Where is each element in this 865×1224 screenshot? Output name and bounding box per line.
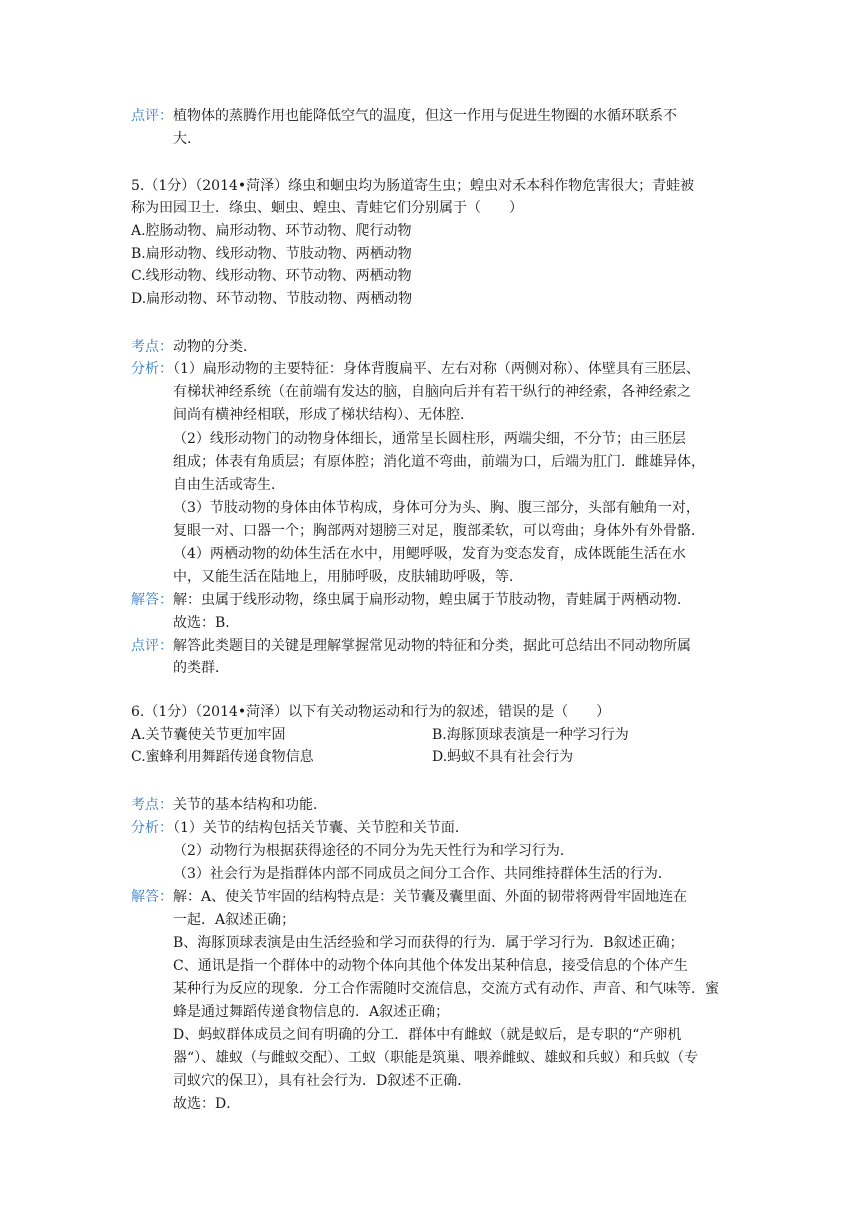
jieda-text: 蜂是通过舞蹈传递食物信息的．A叙述正确； (173, 1004, 450, 1020)
fenxi-block (131, 358, 700, 380)
kaodian-block (131, 794, 327, 816)
question-5-stem: 5.（1分）（2014•菏泽）绦虫和蛔虫均为肠道寄生虫；蝗虫对禾本科作物危害很大；青蛙被 (131, 178, 695, 194)
fenxi-label: 分析： (131, 820, 173, 836)
dianping-block (131, 635, 691, 657)
fenxi-text: （3）节肢动物的身体由体节构成，身体可分为头、胸、腹三部分，头部有触角一对， (173, 500, 700, 516)
kaodian-text: 动物的分类． (173, 339, 257, 355)
option-a: A.关节囊使关节更加牢固 (131, 727, 286, 743)
kaodian-label: 考点： (131, 797, 173, 813)
jieda-text: 故选：B． (173, 615, 240, 631)
jieda-text: C、通讯是指一个群体中的动物个体向其他个体发出某种信息，接受信息的个体产生 (173, 958, 688, 974)
option-d: D.蚂蚁不具有社会行为 (432, 749, 574, 765)
comment-text: 植物体的蒸腾作用也能降低空气的温度，但这一作用与促进生物圈的水循环联系不 (173, 108, 677, 124)
fenxi-text: 间尚有横神经相联，形成了梯状结构）、无体腔． (173, 407, 474, 423)
fenxi-text: （1）关节的结构包括关节囊、关节腔和关节面． (173, 820, 469, 836)
fenxi-text: 复眼一对、口器一个；胸部两对翅膀三对足，腹部柔软，可以弯曲；身体外有外骨骼． (173, 523, 705, 539)
jieda-label: 解答： (131, 889, 173, 905)
option-b: B.海豚顶球表演是一种学习行为 (432, 727, 629, 743)
fenxi-text: （1）扁形动物的主要特征：身体背腹扁平、左右对称（两侧对称）、体壁具有三胚层、 (173, 361, 700, 377)
jieda-label: 解答： (131, 592, 173, 608)
comment-label: 点评： (131, 108, 173, 124)
fenxi-text: 有梯状神经系统（在前端有发达的脑，自脑向后并有若干纵行的神经索，各神经索之 (173, 384, 691, 400)
dianping-text: 的类群． (173, 660, 229, 676)
jieda-text: 解：虫属于线形动物，绦虫属于扁形动物，蝗虫属于节肢动物，青蛙属于两栖动物． (173, 592, 691, 608)
kaodian-label: 考点： (131, 339, 173, 355)
fenxi-text: （2）线形动物门的动物身体细长，通常呈长圆柱形，两端尖细，不分节；由三胚层 (173, 431, 686, 447)
kaodian-block (131, 336, 257, 358)
fenxi-label: 分析： (131, 361, 173, 377)
jieda-block (131, 589, 691, 611)
fenxi-text: （2）动物行为根据获得途径的不同分为先天性行为和学习行为． (173, 843, 574, 859)
dianping-label: 点评： (131, 638, 173, 654)
jieda-block (131, 886, 687, 908)
fenxi-text: （3）社会行为是指群体内部不同成员之间分工合作、共同维持群体生活的行为． (173, 866, 672, 882)
comment-text: 大. (173, 131, 192, 147)
question-5-stem: 称为田园卫士．绦虫、蛔虫、蝗虫、青蛙它们分别属于（ ） (131, 200, 523, 216)
kaodian-text: 关节的基本结构和功能． (173, 797, 327, 813)
jieda-text: 器“）、雄蚁（与雌蚁交配）、工蚁（职能是筑巢、喂养雌蚁、雄蚁和兵蚁）和兵蚁（专 (173, 1050, 699, 1066)
option-c: C.线形动物、线形动物、环节动物、两栖动物 (131, 268, 412, 284)
jieda-text: D、蚂蚁群体成员之间有明确的分工．群体中有雌蚁（就是蚁后，是专职的“产卵机 (173, 1027, 682, 1043)
dianping-text: 解答此类题目的关键是理解掌握常见动物的特征和分类，据此可总结出不同动物所属 (173, 638, 691, 654)
comment-block (131, 105, 677, 127)
jieda-text: 某种行为反应的现象．分工合作需随时交流信息，交流方式有动作、声音、和气味等．蜜 (173, 981, 719, 997)
jieda-text: B、海豚顶球表演是由生活经验和学习而获得的行为．属于学习行为．B叙述正确； (173, 935, 684, 951)
jieda-text: 故选：D． (173, 1096, 241, 1112)
jieda-text: 解：A、使关节牢固的结构特点是：关节囊及囊里面、外面的韧带将两骨牢固地连在 (173, 889, 688, 905)
question-6-stem: 6.（1分）（2014•菏泽）以下有关动物运动和行为的叙述，错误的是（ ） (131, 704, 611, 720)
option-c: C.蜜蜂利用舞蹈传递食物信息 (131, 749, 314, 765)
fenxi-text: 自由生活或寄生． (173, 477, 285, 493)
fenxi-text: 中，又能生活在陆地上，用肺呼吸，皮肤辅助呼吸，等． (173, 569, 523, 585)
fenxi-block (131, 817, 469, 839)
jieda-text: 一起．A叙述正确； (173, 912, 296, 928)
fenxi-text: （4）两栖动物的幼体生活在水中，用鳃呼吸，发育为变态发育，成体既能生活在水 (173, 546, 686, 562)
fenxi-text: 组成；体表有角质层；有原体腔；消化道不弯曲，前端为口，后端为肛门．雌雄异体， (173, 454, 705, 470)
option-b: B.扁形动物、线形动物、节肢动物、两栖动物 (131, 246, 412, 262)
option-a: A.腔肠动物、扁形动物、环节动物、爬行动物 (131, 223, 412, 239)
jieda-text: 司蚁穴的保卫），具有社会行为．D叙述不正确． (173, 1073, 472, 1089)
option-d: D.扁形动物、环节动物、节肢动物、两栖动物 (131, 291, 413, 307)
